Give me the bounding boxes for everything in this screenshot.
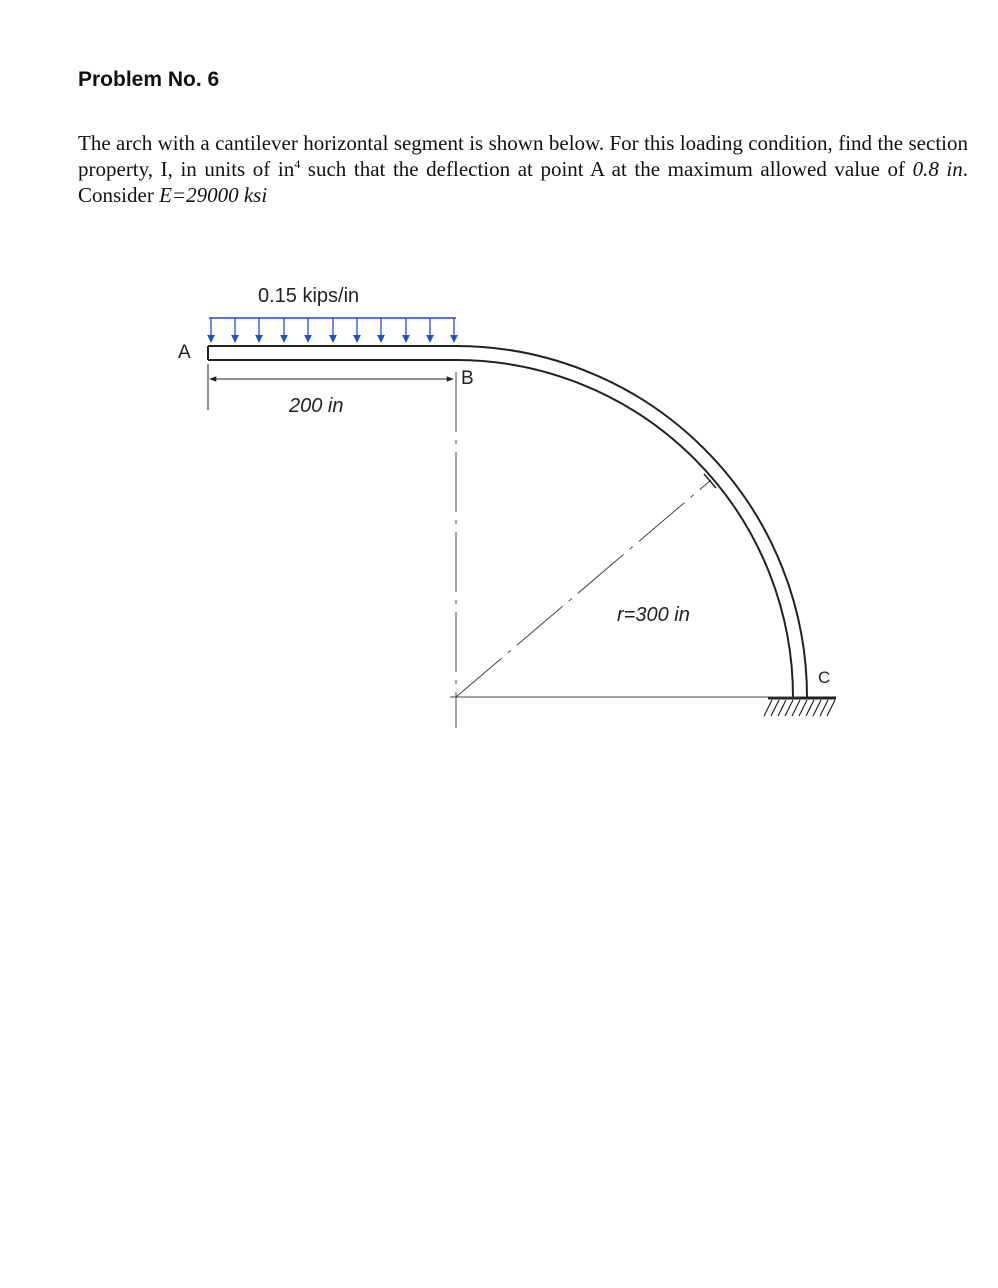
load-arrows	[211, 318, 454, 342]
statement-text-1: The arch with a cantilever horizontal segment is shown below. For this loading condition, find the section property, I, in units of in	[78, 131, 968, 181]
elastic-modulus: E=29000 ksi	[159, 183, 268, 207]
curved-arch	[456, 346, 807, 697]
distributed-load	[209, 318, 456, 342]
deflection-limit: 0.8 in	[912, 157, 963, 181]
cantilever-beam	[208, 346, 456, 360]
statement-text-2: such that the deflection at point A at the maximum allowed value of	[300, 157, 913, 181]
statement-text-3: . Consider	[78, 157, 968, 207]
construction-lines	[450, 372, 800, 728]
point-a-label: A	[178, 342, 191, 363]
point-b-label: B	[461, 368, 474, 389]
fixed-support	[764, 698, 836, 716]
radius-label: r=300 in	[617, 604, 690, 626]
exponent: 4	[294, 157, 301, 171]
point-c-label: C	[818, 668, 831, 687]
problem-heading: Problem No. 6	[78, 68, 220, 91]
load-label: 0.15 kips/in	[258, 285, 360, 307]
span-label: 200 in	[289, 395, 344, 417]
radius-line	[456, 480, 711, 697]
